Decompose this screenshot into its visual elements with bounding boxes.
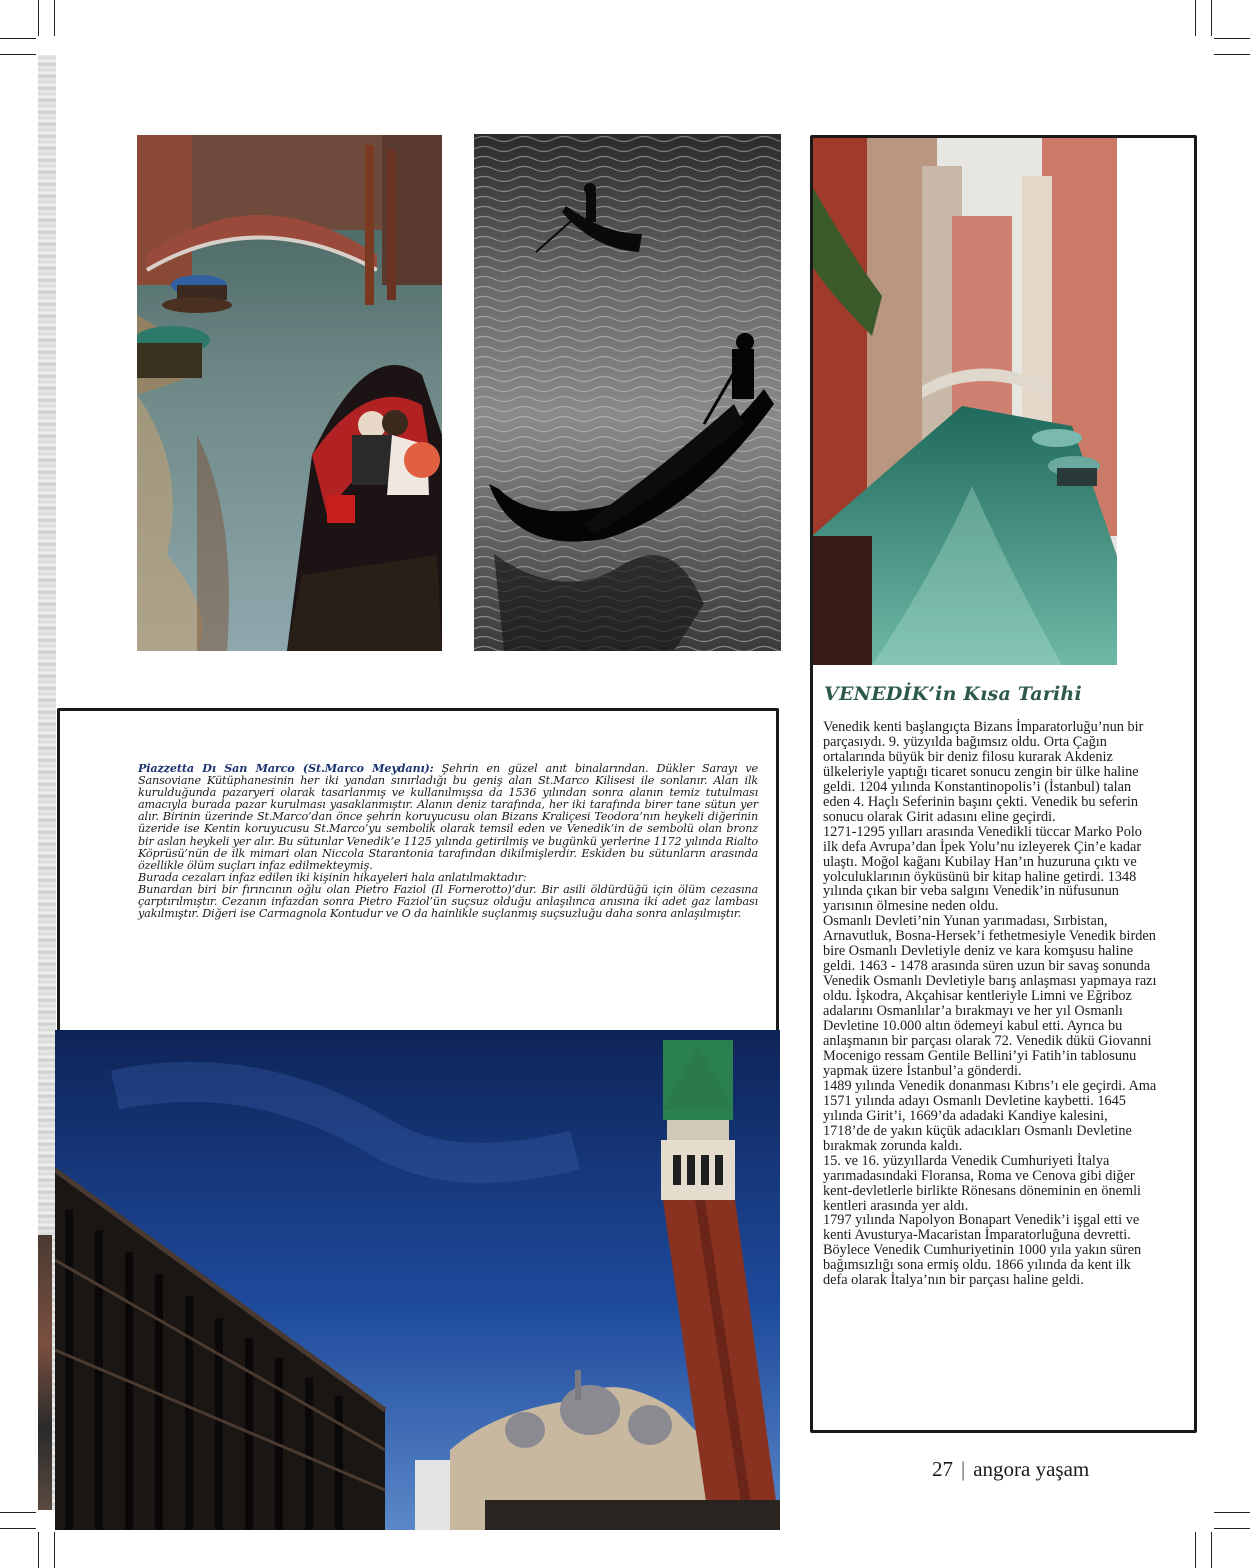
page-footer xyxy=(932,1457,1089,1482)
history-paragraph: 1271-1295 yılları arasında Venedikli tüccar Marko Polo ilk defa Avrupa’dan İpek Yolu’nu izleyerek Çin’e kadar ulaştı. Moğol kağanı Kubilay Han’ın huzuruna çıktı ve yolculuklarının öyküsünü bir kitap haline getirdi. 1348 yılında çıkan bir veba salgını Venedik’in nüfusunun yarısının ölmesine neden oldu. xyxy=(823,823,1142,915)
crop-mark xyxy=(38,1532,39,1568)
piazzetta-paragraph xyxy=(138,762,758,872)
history-title: VENEDİK’in Kısa Tarihi xyxy=(824,683,1082,705)
footer-separator: | xyxy=(961,1457,966,1481)
crop-mark xyxy=(1195,0,1196,36)
history-paragraph: 1797 yılında Napolyon Bonapart Venedik’i işgal etti ve kenti Avusturya-Macaristan İmparatorluğuna devretti. Böylece Venedik Cumhuriyetinin 1000 yıla yakın süren bağımsızlığı sona ermiş oldu. 1866 yılında da kent ilk defa olarak İtalya’nın bir parçası haline geldi. xyxy=(823,1212,1142,1289)
history-paragraph: 1489 yılında Venedik donanması Kıbrıs’ı ele geçirdi. Ama 1571 yılında adayı Osmanlı Devletine kaybetti. 1645 yılında Girit’i, 1669’da adadaki Kandiye kalesini, 1718’de de yakın küçük adacıkları Osmanlı Devletine bırakmak zorunda kaldı. xyxy=(823,1077,1157,1154)
crop-mark xyxy=(1214,1528,1250,1529)
crop-mark xyxy=(1214,1512,1250,1513)
crop-mark xyxy=(38,0,39,36)
piazzetta-article xyxy=(138,762,758,920)
san-marco-photo xyxy=(55,1030,780,1530)
facing-page-edge-photo xyxy=(38,1235,52,1510)
piazzetta-paragraph: Burada cezaları infaz edilen iki kişinin hikayeleri hala anlatılmaktadır: xyxy=(138,870,527,884)
page-number: 27 xyxy=(932,1457,953,1481)
magazine-name: angora yaşam xyxy=(973,1457,1090,1481)
crop-mark xyxy=(0,1528,36,1529)
crop-mark xyxy=(0,38,36,39)
history-paragraph: Osmanlı Devleti’nin Yunan yarımadası, Sırbistan, Arnavutluk, Bosna-Hersek’i fethetmesiyle Venedik birden bire Osmanlı Devletiyle deniz ve kara komşusu haline geldi. 1463 - 1478 arasında süren uzun bir savaş sonunda Venedik Osmanlı Devletiyle barış anlaşması yapmaya razı oldu. İşkodra, Akçahisar kentleriyle Limni ve Eğriboz adalarını Osmanlılar’a bırakmayı ve her yıl Osmanlı Devletine 10.000 altın ödemeyi kabul etti. Ayrıca bu anlaşmanın bir parçası olarak 72. Venedik dükü Giovanni Mocenigo ressam Gentile Bellini’yi Fatih’in tablosunu yapmak üzere İstanbul’a gönderdi. xyxy=(823,913,1157,1079)
history-article xyxy=(823,720,1157,1288)
crop-mark xyxy=(1211,1532,1212,1568)
crop-mark xyxy=(1211,0,1212,36)
crop-mark xyxy=(0,1512,36,1513)
gondola-silhouette-photo xyxy=(474,134,781,651)
history-paragraph: Venedik kenti başlangıçta Bizans İmparatorluğu’nun bir parçasıydı. 9. yüzyılda bağımsız oldu. Orta Çağın ortalarında büyük bir deniz filosu kurarak Akdeniz ülkeleriyle yaptığı ticaret sonucu zengin bir ülke haline geldi. 1204 yılında Konstantinopolis’i (İstanbul) talan eden 4. Haçlı Seferinin başını çekti. Venedik bu seferin sonucu olarak Girit adasını eline geçirdi. xyxy=(823,719,1144,825)
history-paragraph: 15. ve 16. yüzyıllarda Venedik Cumhuriyeti İtalya yarımadasındaki Floransa, Roma ve Cenova gibi diğer kent-devletlerle birlikte Rönesans döneminin en önemli kentleri arasında yer aldı. xyxy=(823,1152,1142,1214)
crop-mark xyxy=(54,1532,55,1568)
piazzetta-paragraph: Bunardan biri bir fırıncının oğlu olan Pietro Faziol (Il Fornerotto)’dur. Bir asili öldürdüğü için ölüm cezasına çarptırılmıştır. Cezanın infazdan sonra Pietro Faziol’ün suçsuz olduğu anlaşılınca anısına iki adet gaz lambası yakılmıştır. Diğeri ise Carmagnola Kontudur ve O da hainlikle suçlanmış suçsuzluğu daha sonra anlaşılmıştır. xyxy=(138,882,758,921)
gondola-couple-photo xyxy=(137,135,442,651)
crop-mark xyxy=(1214,54,1250,55)
piazzetta-text: Şehrin en güzel anıt binalarından. Dükler Sarayı ve Sansoviane Kütüphanesinin her iki yandan sınırladığı bu geniş alan St.Marco Kilisesi ile sonlanır. Alan ilk kurulduğunda pazaryeri olarak tasarlanmış ve kullanılmışsa da 1536 yılından sonra alanın temiz tutulması amacıyla burada pazar kurulması yasaklanmıştır. Alanın deniz tarafında, her iki tarafında birer tane sütun yer alır. Birinin üzerinde St.Marco’dan önce şehrin koruyucusu olan Bizans Kraliçesi Teodora’nın heykeli diğerinin üzeride ise Kentin koruyucusu St.Marco’yu sembolik olarak temsil eden ve Venedik’in de sembolü olan bronz bir aslan heykeli yer alır. Bu sütunlar Venedik’e 1125 yılında getirilmiş ve bugünkü yerlerine 1172 yılında Rialto Köprüsü’nün de ilk mimari olan Niccola Starantonia tarafından dikilmişlerdir. Eskiden bu sütunların arasında özellikle ölüm suçları infaz edilmekteymiş. xyxy=(138,762,759,872)
crop-mark xyxy=(0,54,36,55)
piazzetta-lead: Piazzetta Dı San Marco (St.Marco Meydanı): xyxy=(138,761,434,775)
crop-mark xyxy=(54,0,55,36)
crop-mark xyxy=(1214,38,1250,39)
crop-mark xyxy=(1195,1532,1196,1568)
